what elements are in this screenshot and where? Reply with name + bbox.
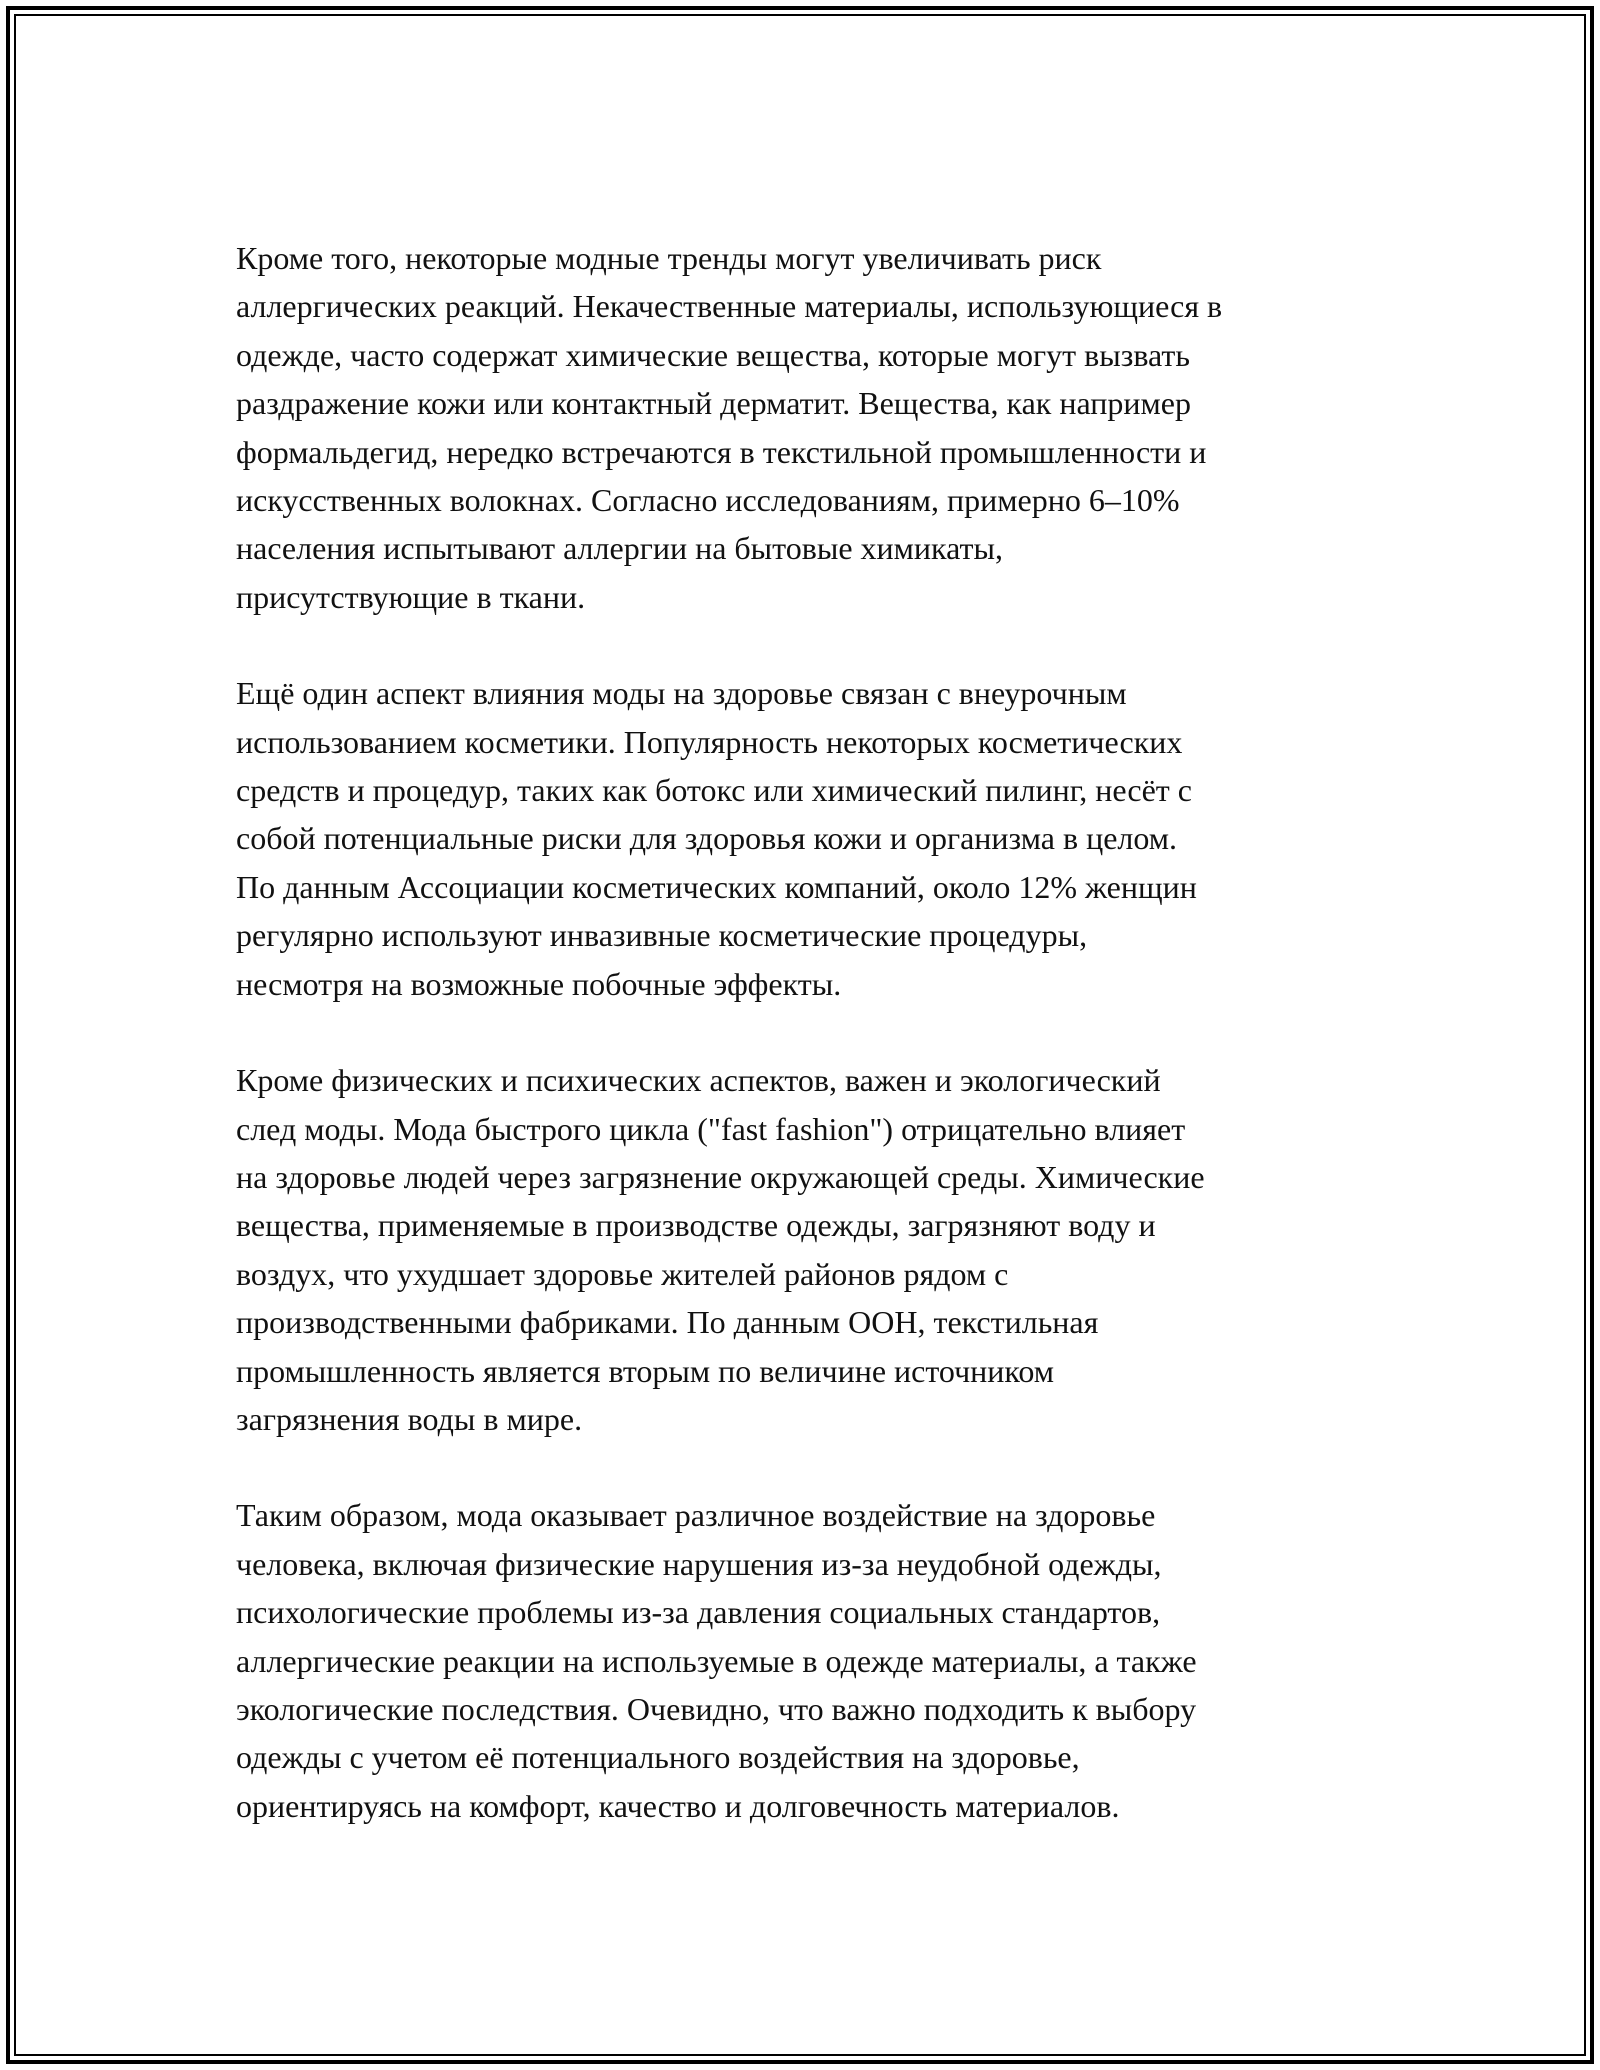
text-line: средств и процедур, таких как ботокс или химический пилинг, несёт с <box>236 772 1192 809</box>
text-line: использованием косметики. Популярность некоторых косметических <box>236 723 1183 760</box>
text-line: воздух, что ухудшает здоровье жителей районов рядом с <box>236 1255 1009 1292</box>
text-line: след моды. Мода быстрого цикла ("fast fashion") отрицательно влияет <box>236 1110 1186 1147</box>
text-line: формальдегид, нередко встречаются в текстильной промышленности и <box>236 433 1207 470</box>
text-line: человека, включая физические нарушения из-за неудобной одежды, <box>236 1545 1162 1582</box>
text-line: на здоровье людей через загрязнение окружающей среды. Химические <box>236 1158 1205 1195</box>
text-line: аллергические реакции на используемые в одежде материалы, а также <box>236 1642 1197 1679</box>
document-body <box>236 234 1416 1830</box>
text-line: По данным Ассоциации косметических компаний, около 12% женщин <box>236 868 1197 905</box>
text-line: населения испытывают аллергии на бытовые химикаты, <box>236 530 1003 567</box>
text-line: Ещё один аспект влияния моды на здоровье связан с внеурочным <box>236 675 1127 712</box>
paragraph-cosmetics <box>236 669 1416 1008</box>
text-line: Кроме того, некоторые модные тренды могут увеличивать риск <box>236 240 1102 276</box>
text-line: вещества, применяемые в производстве одежды, загрязняют воду и <box>236 1207 1156 1244</box>
text-line: собой потенциальные риски для здоровья кожи и организма в целом. <box>236 820 1178 857</box>
text-line: психологические проблемы из-за давления социальных стандартов, <box>236 1594 1161 1631</box>
text-line: аллергических реакций. Некачественные материалы, использующиеся в <box>236 288 1223 325</box>
text-line: одежды с учетом её потенциального воздействия на здоровье, <box>236 1739 1080 1776</box>
paragraph-ecology <box>236 1056 1416 1443</box>
text-line: загрязнения воды в мире. <box>236 1400 583 1437</box>
text-line: искусственных волокнах. Согласно исследованиям, примерно 6–10% <box>236 482 1180 519</box>
text-line: одежде, часто содержат химические вещества, которые могут вызвать <box>236 336 1190 373</box>
paragraph-conclusion <box>236 1491 1416 1830</box>
text-line: регулярно используют инвазивные косметические процедуры, <box>236 917 1088 954</box>
text-line: раздражение кожи или контактный дерматит. Вещества, как например <box>236 385 1191 422</box>
text-line: производственными фабриками. По данным ООН, текстильная <box>236 1304 1099 1341</box>
text-line: несмотря на возможные побочные эффекты. <box>236 965 842 1002</box>
text-line: экологические последствия. Очевидно, что важно подходить к выбору <box>236 1690 1197 1727</box>
paragraph-allergies <box>236 234 1416 621</box>
text-line: присутствующие в ткани. <box>236 578 586 615</box>
text-line: ориентируясь на комфорт, качество и долговечность материалов. <box>236 1787 1120 1824</box>
text-line: Таким образом, мода оказывает различное воздействие на здоровье <box>236 1497 1156 1534</box>
text-line: промышленность является вторым по величине источником <box>236 1352 1054 1389</box>
text-line: Кроме физических и психических аспектов, важен и экологический <box>236 1062 1161 1099</box>
